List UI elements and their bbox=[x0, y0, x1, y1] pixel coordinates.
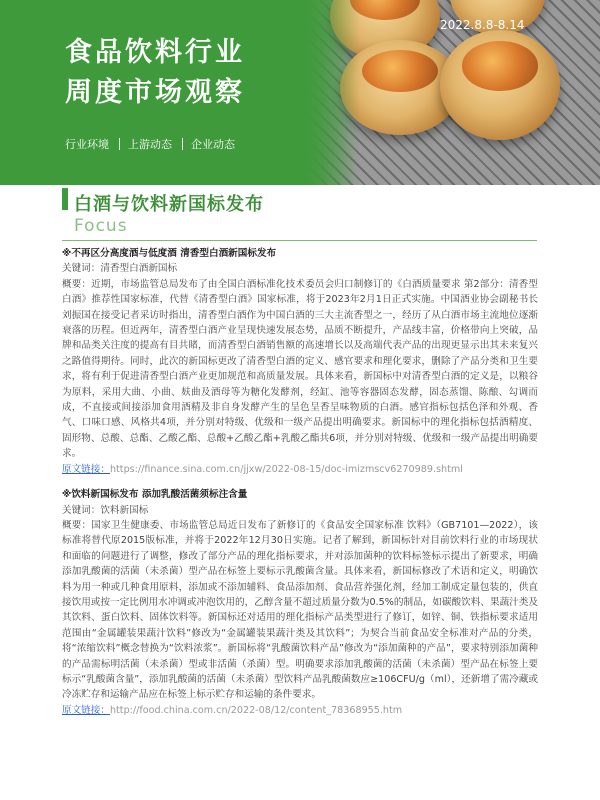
article-summary: 概要：国家卫生健康委、市场监管总局近日发布了新修订的《食品安全国家标准 饮料》（GB7101—2022），该标准将替代原2015版标准，并将于2022年12月30日实施。记者了解到，新国标针对目前饮料行业的市场现状和面临的问题进行了调整，修改了部分产品的理化指标要求，并对添加菌种的饮料标签标示提出了新要求，明确添加乳酸菌的活菌（未杀菌）型产品在标签上要标示乳酸菌含量。具体来看，新国标修改了术语和定义，明确饮料为用一种或几种食用原料，添加或不添加辅料、食品添加剂、食品营养强化剂，经加工制成定量包装的，供直接饮用或按一定比例用水冲调或冲泡饮用的，乙醇含量不超过质量分数为0.5%的制品，如碳酸饮料、果蔬汁类及其饮料、蛋白饮料、固体饮料等。新国标还对适用的理化指标产品类型进行了修订，如锌、铜、铁指标要求适用范围由“金属罐装果蔬汁饮料”修改为“金属罐装果蔬汁类及其饮料”；为契合当前食品安全标准对产品的分类，将“浓缩饮料”概念替换为“饮料浓浆”。新国标将“乳酸菌饮料产品”修改为“添加菌种的产品”，要求特别添加菌种的产品需标明活菌（未杀菌）型或非活菌（杀菌）型。明确要求添加乳酸菌的活菌（未杀菌）型产品在标签上要标示“乳酸菌含量”，添加乳酸菌的活菌（未杀菌）型饮料产品乳酸菌数应≥106CFU/g（ml），还新增了需冷藏或冷冻贮存和运输产品应在标签上标示贮存和运输的条件要求。 bbox=[62, 519, 538, 701]
header-banner bbox=[0, 0, 600, 185]
source-url[interactable]: http://food.china.com.cn/2022-08/12/content_78368955.htm bbox=[109, 704, 403, 716]
article-item bbox=[62, 487, 538, 718]
article-summary: 概要：近期，市场监管总局发布了由全国白酒标准化技术委员会归口制修订的《白酒质量要求 第2部分：清香型白酒》推荐性国家标准，代替《清香型白酒》国家标准，将于2023年2月1日正式实施。中国酒业协会副秘书长刘振国在接受记者采访时指出，清香型白酒作为中国白酒的三大主流香型之一，经历了从白酒市场主流地位逐渐衰落的历程。但近两年，清香型白酒产业呈现快速发展态势，品质不断提升，产品线丰富，价格带向上突破，品牌和品类关注度的提高有目共睹，而清香型白酒销售额的高速增长以及高端代表产品的出现更显示出其未来复兴之路值得期待。同时，此次的新国标更改了清香型白酒的定义、感官要求和理化要求，删除了产品分类和卫生要求，将有利于促进清香型白酒产业更加规范和高质量发展。具体来看，新国标中对清香型白酒的定义是，以粮谷为原料，采用大曲、小曲、麸曲及酒母等为糖化发酵剂，经缸、池等容器固态发酵，固态蒸馏、陈酿、勾调而成，不直接或间接添加食用酒精及非自身发酵产生的呈色呈香呈味物质的白酒。感官指标包括色泽和外观、香气、口味口感、风格共4项，并分别对特级、优级和一级产品提出明确要求。新国标中的理化指标包括酒精度、固形物、总酸、总酯、乙酸乙酯、总酸+乙酸乙酯+乳酸乙酯共6项，并分别对特级、优级和一级产品提出明确要求。 bbox=[62, 278, 538, 460]
section-accent-bar bbox=[62, 188, 68, 210]
nav-item-industry-environment[interactable]: 行业环境 bbox=[65, 138, 109, 151]
report-title-line2: 周度市场观察 bbox=[65, 77, 245, 108]
nav-item-upstream[interactable]: 上游动态 bbox=[128, 138, 172, 151]
article-keywords: 关键词：清香型白酒新国标 bbox=[62, 263, 178, 275]
source-link-label[interactable]: 原文链接： bbox=[62, 463, 110, 475]
article-source bbox=[62, 462, 538, 477]
nav-item-company[interactable]: 企业动态 bbox=[191, 138, 235, 151]
report-title-line1: 食品饮料行业 bbox=[65, 37, 245, 68]
section-title: 白酒与饮料新国标发布 bbox=[74, 194, 264, 215]
source-link-label[interactable]: 原文链接： bbox=[62, 704, 110, 716]
article-list bbox=[62, 244, 538, 718]
nav-divider bbox=[182, 138, 183, 150]
section-divider bbox=[62, 240, 537, 241]
article-keywords: 关键词：饮料新国标 bbox=[62, 504, 149, 516]
category-nav bbox=[65, 136, 235, 152]
source-url[interactable]: https://finance.sina.com.cn/jjxw/2022-08-15/doc-imizmscv6270989.shtml bbox=[109, 463, 463, 475]
nav-divider bbox=[119, 138, 120, 150]
report-date: 2022.8.8-8.14 bbox=[440, 18, 525, 32]
article-source bbox=[62, 703, 538, 718]
section-subtitle: Focus bbox=[74, 216, 128, 236]
article-heading: ※不再区分高度酒与低度酒 清香型白酒新国标发布 bbox=[62, 248, 277, 259]
article-item bbox=[62, 246, 538, 477]
article-heading: ※饮料新国标发布 添加乳酸活菌须标注含量 bbox=[62, 489, 248, 501]
